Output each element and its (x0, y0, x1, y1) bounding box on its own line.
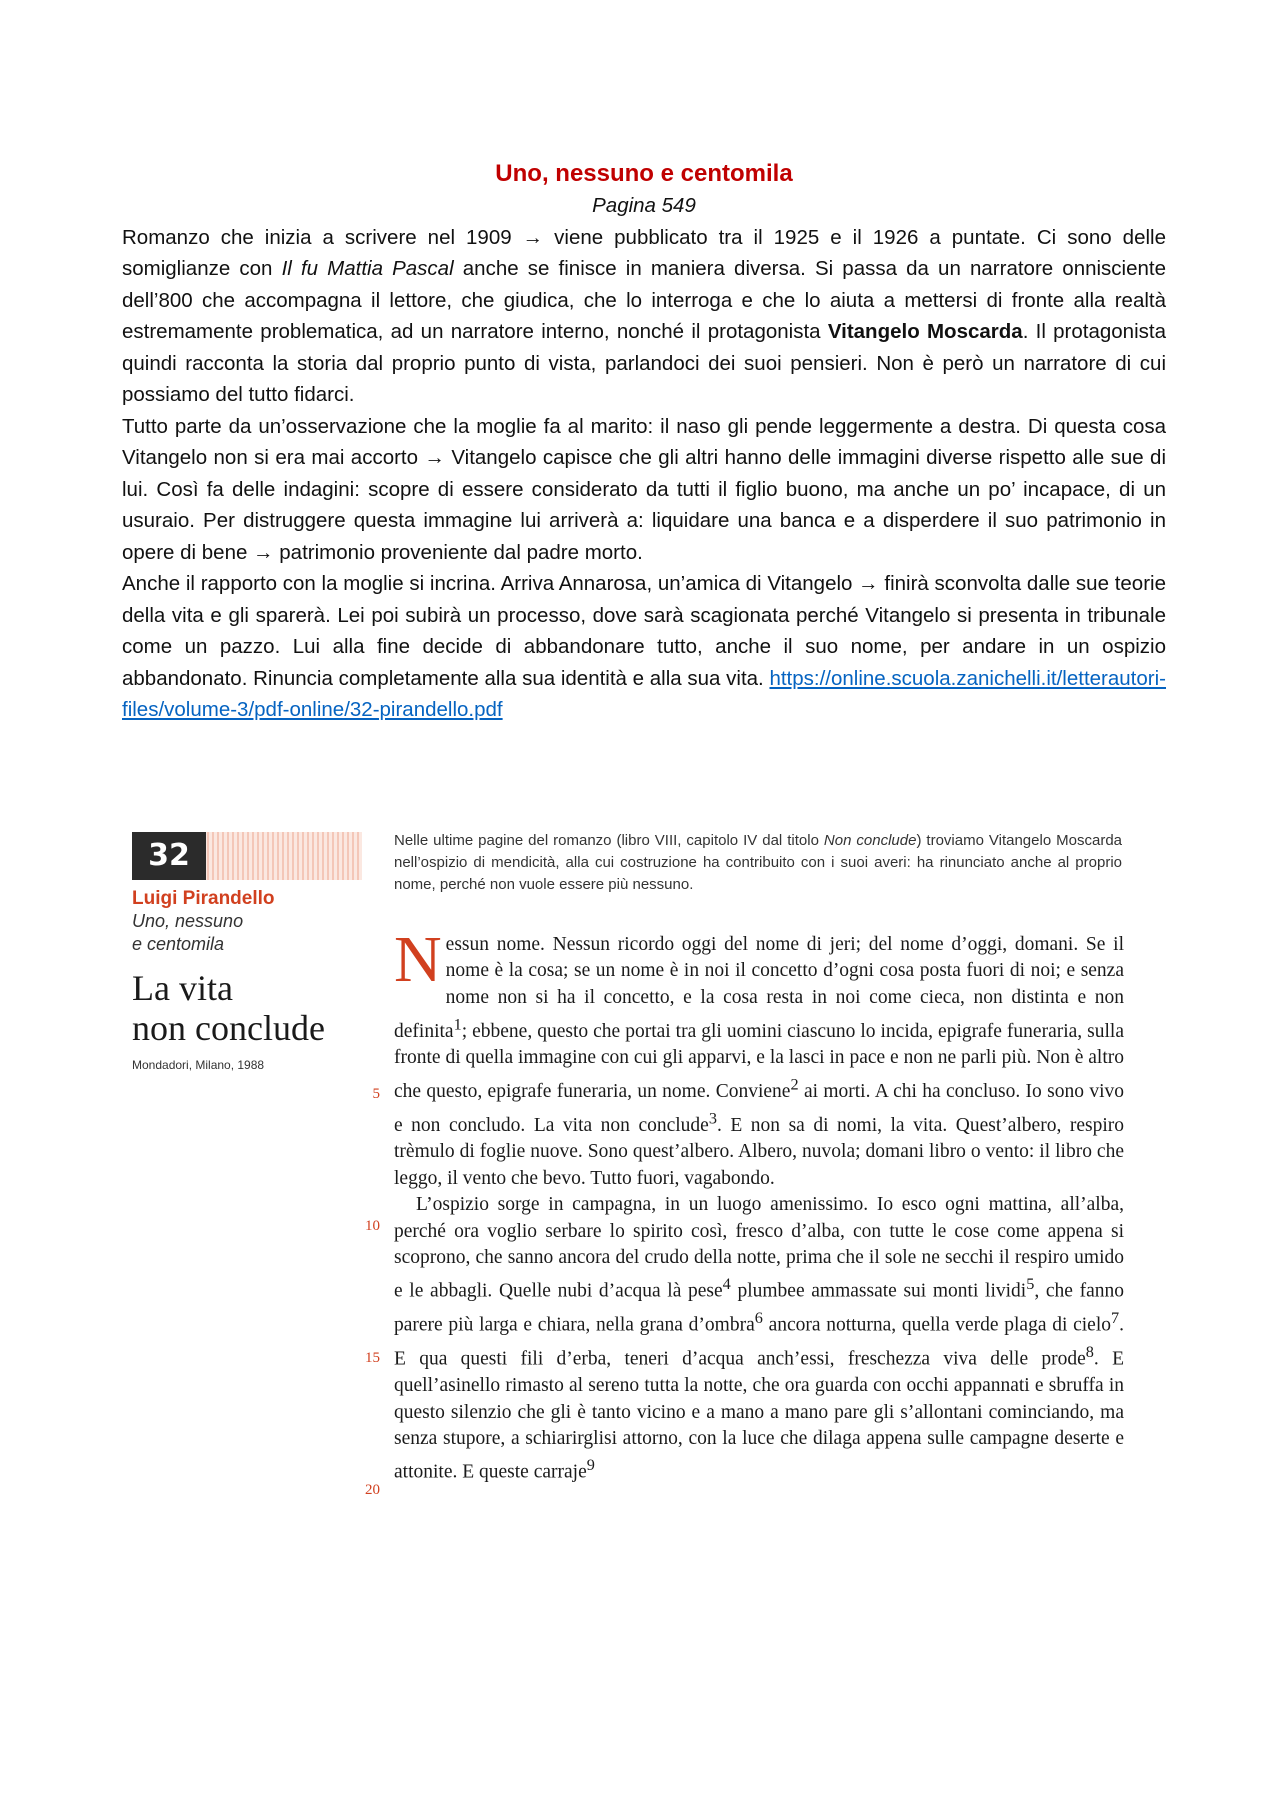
text-run: . Il protagonista quindi racconta la storia dal proprio punto di vista, parlandoci dei suoi pensieri. Non è però un narratore di cui possiamo del tutto fidarci. (122, 320, 1166, 406)
text-run: plumbee ammassate sui monti lividi (730, 1280, 1027, 1302)
notes-paragraph-2 (122, 411, 1166, 569)
arrow-icon: → (424, 446, 445, 469)
passage-paragraph-1-text (394, 923, 1125, 1189)
text-run: , che fanno parere più larga e chiara, nella grana d’ombra (394, 1280, 1124, 1336)
arrow-icon: → (522, 225, 544, 249)
text-run: . E quell’asinello rimasto al sereno tutta la notte, che ora guarda con occhi appannati e sbruffa in questo silenzio che gli è tanto vicino e a mano a mano pare gli s’allontani cominciando, ma senza stupore, a schiarirglisi attorno, con la luce che dilaga appena sulle campagne deserte e attonite. E queste carraje (394, 1348, 1124, 1483)
italic-text: Il fu Mattia Pascal (281, 257, 454, 280)
chapter-header (132, 832, 367, 1072)
text-run: ) troviamo Vitangelo Moscarda nell’ospizio di mendicità, alla cui costruzione ha contribuito con i suoi averi: ha rinunciato anche al proprio nome, perché non vuole essere più nessuno. (394, 832, 1122, 893)
text-run: L’ospizio sorge in campagna, in un luogo amenissimo. Io esco ogni mattina, all’alba, perché ora voglio serbare lo spirito così, fresco d’alba, con tutte le cose come appena si scoprono, che sanno ancora del crudo della notte, prima che il sole ne secchi il respiro umido e le abbagli. Quelle nubi d’acqua là pese (394, 1194, 1124, 1302)
text-run: Vitangelo capisce che gli altri hanno delle immagini diverse rispetto alle sue di lui. Così fa delle indagini: scopre di essere considerato da tutti il figlio buono, ma anche un po’ incapace, di un usuraio. Per distruggere questa immagine lui arriverà a: liquidare una banca e a disperdere il suo patrimonio in opere di bene (122, 446, 1167, 564)
text-run: essun nome. Nessun ricordo oggi del nome di jeri; del nome d’oggi, domani. Se il nome è la cosa; se un nome è in noi il concetto d’ogni cosa posta fuori di noi; e senza nome non si ha il concetto, e la cosa resta in noi come cieca, non distinta e non definita (394, 934, 1124, 1042)
text-run: . E qua questi fili d’erba, teneri d’acqua anch’essi, freschezza viva delle prode (394, 1314, 1124, 1370)
text-run: ; ebbene, questo che portai tra gli uomini ciascuno lo incida, epigrafe funeraria, sulla fronte di quella immagine con cui gli apparvi, e la lasci in pace e non ne parli più. Non è altro che questo, epigrafe funeraria, un nome. Conviene (394, 1020, 1124, 1103)
bold-text: Vitangelo Moscarda (827, 320, 1023, 343)
text-run: finirà sconvolta dalle sue teorie della vita e gli sparerà. Lei poi subirà un processo, dove sarà scagionata perché Vitangelo si presenta in tribunale come un pazzo. Lui alla fine decide di abbandonare tutto, anche il suo nome, per andare in un ospizio abbandonato. Rinuncia completamente alla sua identità e alla sua vita. (122, 572, 1166, 690)
chapter-title (132, 968, 367, 1048)
publisher-info: Mondadori, Milano, 1988 (132, 1058, 265, 1072)
notes-title: Uno, nessuno e centomila (495, 160, 793, 187)
footnote-marker: 8 (1085, 1343, 1094, 1362)
chapter-title-line-1: La vita (132, 968, 233, 1008)
footnote-marker: 5 (1026, 1275, 1035, 1294)
text-run: . E non sa di nomi, la vita. Quest’albero, respiro trèmulo di foglie nuove. Sono quest’albero. Albero, nuvola; domani libro o vento: il libro che leggo, il vento che bevo. Tutto fuori, vagabondo. (394, 1114, 1124, 1189)
notes-paragraph-1 (122, 222, 1166, 411)
footnote-marker: 3 (708, 1109, 717, 1128)
line-number: 10 (365, 1218, 380, 1234)
passage-paragraph-1 (394, 923, 1125, 1192)
work-title-line-2: e centomila (132, 934, 225, 954)
chapter-title-line-2: non conclude (132, 1008, 325, 1048)
footnote-marker: 1 (453, 1015, 462, 1034)
footnote-marker: 4 (722, 1275, 731, 1294)
notes-paragraph-3 (122, 568, 1166, 726)
footnote-marker: 9 (586, 1456, 595, 1475)
passage-paragraph-2 (394, 1192, 1124, 1486)
chapter-number: 32 (132, 832, 206, 880)
text-run: Romanzo che inizia a scrivere nel 1909 (122, 225, 523, 249)
text-run: Nelle ultime pagine del romanzo (libro VIII, capitolo IV dal titolo (394, 832, 824, 849)
chapter-intro (394, 830, 1122, 896)
text-run: anche se finisce in maniera diversa. Si passa da un narratore onnisciente dell’800 che accompagna il lettore, che giudica, che lo interroga e che lo aiuta a mettersi di fronte alla realtà estremamente problematica, ad un narratore interno, nonché il protagonista (122, 257, 1167, 343)
drop-cap: N (394, 923, 442, 996)
literary-passage (394, 923, 1125, 1486)
book-page-excerpt (132, 822, 1132, 1542)
text-run: patrimonio proveniente dal padre morto. (273, 540, 643, 564)
text-run: Anche il rapporto con la moglie si incrina. Arriva Annarosa, un’amica di Vitangelo (122, 572, 859, 595)
text-run: ancora notturna, quella verde plaga di cielo (762, 1314, 1111, 1336)
notes-subtitle: Pagina 549 (592, 194, 696, 217)
arrow-icon: → (858, 572, 879, 595)
italic-text: Non conclude (823, 832, 917, 849)
footnote-marker: 7 (1111, 1309, 1120, 1328)
author-name: Luigi Pirandello (132, 888, 275, 909)
study-notes (122, 158, 1166, 726)
footnote-marker: 2 (790, 1075, 799, 1094)
work-title-line-1: Uno, nessuno (132, 911, 244, 931)
text-run: ai morti. A chi ha concluso. Io sono vivo e non concludo. La vita non conclude (394, 1081, 1125, 1136)
line-number: 5 (372, 1086, 380, 1102)
footnote-marker: 6 (754, 1309, 763, 1328)
arrow-icon: → (253, 540, 274, 564)
chapter-badge (132, 832, 362, 880)
text-run: viene pubblicato tra il 1925 e il 1926 a puntate. Ci sono delle somiglianze con (122, 225, 1166, 280)
line-number: 20 (365, 1482, 380, 1498)
source-link[interactable]: https://online.scuola.zanichelli.it/letterautori-files/volume-3/pdf-online/32-pirandello.pdf (122, 666, 1166, 721)
line-number: 15 (365, 1350, 380, 1366)
text-run: Tutto parte da un’osservazione che la moglie fa al marito: il naso gli pende leggermente a destra. Di questa cosa Vitangelo non si era mai accorto (122, 414, 1166, 469)
